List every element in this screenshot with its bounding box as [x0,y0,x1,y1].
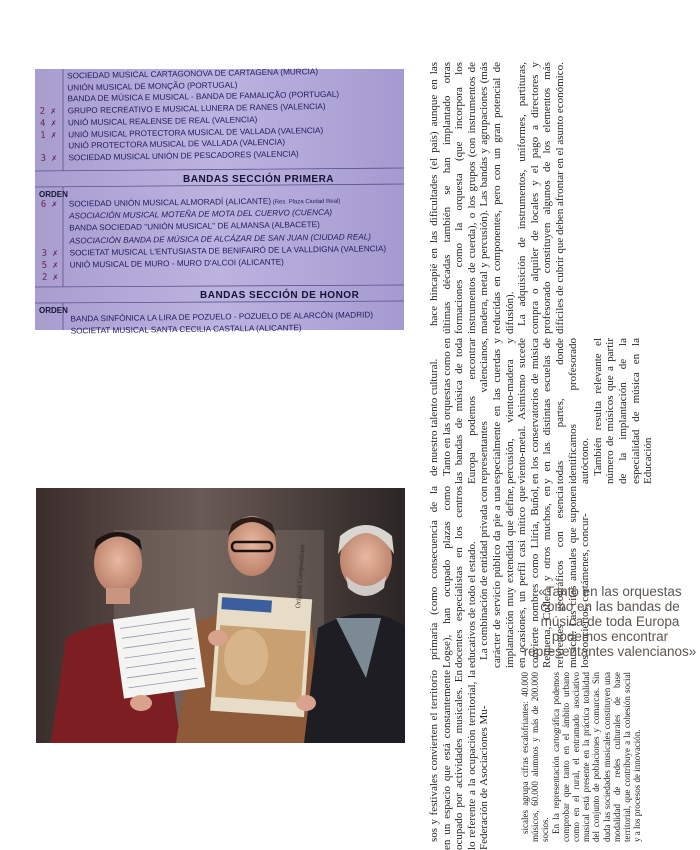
band-list-entry: UNIÓ MUSICAL PROTECTORA MUSICAL DE VALLADA (VALENCIA) [68,125,324,139]
handwritten-order-mark: 4 ✗ [39,118,57,129]
handwritten-order-mark: 2 ✗ [41,272,59,284]
band-list-entry: GRUPO RECREATIVO E MUSICAL LUNERA DE RANES (VALENCIA) [67,102,326,116]
band-list-entry: BANDA DE MÚSICA E MUSICAL - BANDA DE FAMALIÇÃO (PORTUGAL) [67,90,340,104]
article-paragraph: En la representación cartográfica podemos comprobar que tanto en el ámbito urbano como en el rural, el entramado asociativo musical está presente en la práctica totalidad del conjunto de poblaciones y comarcas. Sin duda las sociedades musicales constituyen una modalidad de redes culturales de base territorial, que contribuye a la cohesión social y a los procesos de innovación. [550,672,643,842]
article-paragraph: La combinación de entidad privada con carácter de servicio público da pie a una implantación muy extendida que define, en ocasiones, un perfil casi mítico que convierte nombres como Llíria, Buñol, Requena, Cullera y otros muchos, en referentes geográficos con esencia musical. Las citas anuales que suponen los conciertos, certámenes, concur- [478,486,592,668]
handwritten-order-mark: 5 ✗ [41,260,59,271]
book-cover-title: Original Compositions [294,544,307,609]
section-primera-title: BANDAS SECCIÓN PRIMERA [183,174,335,185]
band-list-entry: BANDA SOCIEDAD "UNIÓN MUSICAL" DE ALMANSA (ALBACETE) [69,220,320,233]
article-paragraph: Tanto en las orquestas como en las bandas de música de toda Europa podemos encontrar representantes valencianos, especialmente en las cuerdas y percusión, viento-madera y viento-metal. Asimismo sucede en los conservatorios de música y en las distintas escuelas de todas partes, donde identificamos profesorado autóctono. [440,338,592,484]
band-list-entry: UNIÓ PROTECTORA MUSICAL DE VALLADA (VALENCIA) [68,137,286,151]
band-list-entry: BANDA SINFÓNICA LA LIRA DE POZUELO - POZUELO DE ALARCÓN (MADRID) [70,310,374,324]
handwritten-order-mark: 1 ✗ [40,130,57,141]
band-list-entry-note: (Res. Plaza Ciudad Real) [270,198,341,206]
article-paragraph: También resulta relevante el número de músicos que a partir de la implantación de la especialidad de música en la Educación [591,338,655,484]
article-column-b [428,338,655,484]
article-paragraph: hace hincapié en las dificultades (el país) aunque en las últimas décadas también se han implantado otras formaciones como la orquesta (que incorpora los instrumentos de cuerda), o los grupos (con instrumentos de madera, metal y percusión). Las bandas y agrupaciones (más reducidas en componentes, pero con un gran potencial de difusión). [428,62,516,334]
band-list-entry: SOCIEDAD MUSICAL CARTAGONOVA DE CARTAGENA (MURCIA) [67,67,319,81]
handwritten-order-mark: 3 ✗ [41,248,58,259]
band-list-entry: SOCIETAT MUSICAL L'ENTUSIASTA DE BENIFAIRÓ DE LA VALLDIGNA (VALENCIA) [69,243,387,258]
band-list-entry: UNIÓ MUSICAL REALENSE DE REAL (VALENCIA) [67,114,258,128]
handwritten-order-mark: 6 ✗ [40,199,58,210]
pull-quote [520,488,697,668]
handwritten-order-mark: 2 ✗ [39,106,57,118]
article-paragraph: La adquisición de instrumentos, uniformes, partituras, compra o alquiler de locales y el pago a directores y profesorado constituyen algunos de los elementos más difíciles de cubrir que deben afrontar en el asunto económico. [516,62,566,334]
pull-quote-text: «Tanto en las orquestas como en las bandas de música de toda Europa podemos encontrar representantes valencianos» [523,584,697,659]
musicians-photo-scene [36,488,405,743]
pull-quote-text [520,488,697,668]
orden-label-primera: ORDEN [39,190,68,199]
article-paragraph: primaria (como consecuencia de la Logse), han ocupado plazas como docentes especialistas en los centros educativos de todo el estado. [428,486,478,668]
article-column-e [520,672,643,842]
section-honor-title: BANDAS SECCIÓN DE HONOR [200,290,360,301]
musicians-photo [36,488,405,743]
band-list-entry: UNIÓN MUSICAL DE MONÇÃO (PORTUGAL) [67,80,238,93]
handwritten-order-mark: 3 ✗ [40,153,57,164]
band-list-entry: SOCIEDAD MUSICAL UNIÓN DE PESCADORES (VALENCIA) [68,149,299,163]
band-list-entry: SOCIEDAD UNIÓN MUSICAL ALMORADÍ (ALICANTE) (Res. Plaza Ciudad Real) [68,196,341,209]
article-paragraph: sos y festivales convierten el territorio en un espacio que está constantemente ocupado por actividades musicales. En lo referente a la ocupación territorial, la Federación de Asociaciones Mu- [428,670,491,850]
band-list-entry: UNIÓ MUSICAL DE MURO - MURO D'ALCOI (ALICANTE) [69,257,284,270]
band-list-entry: ASOCIACIÓN MUSICAL MOTEÑA DE MOTA DEL CUERVO (CUENCA) [68,208,333,221]
article-paragraph: de nuestro talento cultural. [428,358,440,476]
band-list-entry: SOCIETAT MUSICAL SANTA CECILIA CASTALLA (ALICANTE) [70,323,302,336]
article-column-d [428,670,512,850]
band-list-photo [35,67,404,336]
orden-label-honor: ORDEN [39,306,68,315]
article-column-c [428,486,592,668]
article-paragraph: sicales agrupa cifras escalofriantes: 40.000 músicos, 60.000 alumnos y más de 200.000 socios. [520,672,551,842]
band-list-entry: ASOCIACIÓN BANDA DE MÚSICA DE ALCÁZAR DE SAN JUAN (CIUDAD REAL) [69,231,372,246]
article-column-a [428,62,582,334]
